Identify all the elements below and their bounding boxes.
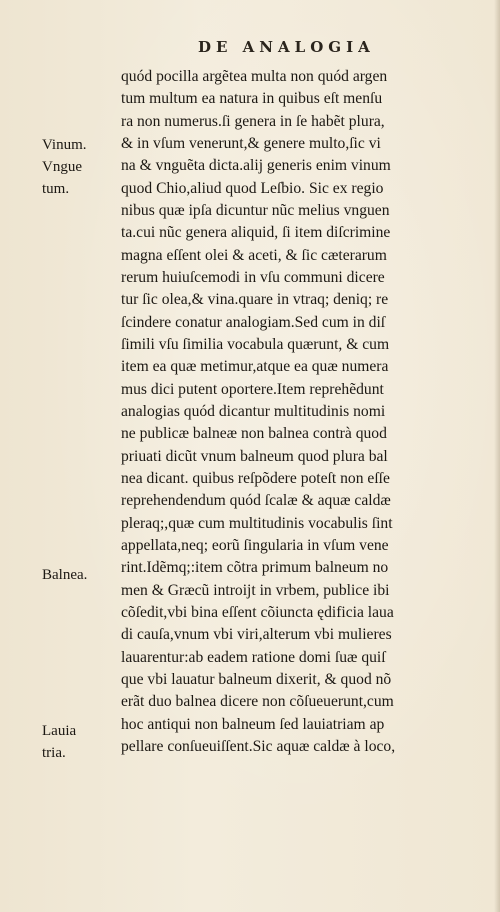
text-line: magna eſſent olei & aceti, & ſic cæterarum [121, 246, 387, 264]
text-line: na & vnguẽta dicta.alij generis enim vinum [121, 157, 391, 175]
text-line: erãt duo balnea dicere non cõſueuerunt,cum [121, 693, 394, 711]
text-line: mus dici putent oportere.Item reprehẽdunt [121, 380, 384, 398]
text-line: rerum huiuſcemodi in vſu communi dicere [121, 268, 385, 286]
text-line: que vbi lauatur balneum dixerit, & quod nõ [121, 670, 392, 688]
text-line: & in vſum venerunt,& genere multo,ſic vi [121, 134, 381, 152]
text-line: men & Græcũ introijt in vrbem, publice ibi [121, 581, 390, 599]
text-line: pleraq;,quæ cum multitudinis vocabulis ſint [121, 514, 393, 532]
text-line: nea dicant. quibus reſpõdere poteſt non eſſe [121, 469, 390, 487]
text-line: pellare conſueuiſſent.Sic aquæ caldæ à loco, [121, 737, 396, 755]
text-line: cõſedit,vbi bina eſſent cõiuncta ędificia laua [121, 603, 394, 621]
page-edge-shadow [494, 0, 500, 912]
text-line: ſimili vſu ſimilia vocabula quærunt, & cum [121, 335, 390, 353]
running-head: DE ANALOGIA [198, 38, 375, 56]
text-line: ra non numerus.ſi genera in ſe habẽt plura, [121, 112, 385, 130]
margin-note-vinum: Vinum. [42, 137, 87, 153]
text-line: di cauſa,vnum vbi viri,alterum vbi mulieres [121, 626, 392, 644]
text-line: appellata,neq; eorũ ſingularia in vſum vene [121, 536, 389, 554]
text-line: item ea quæ metimur,atque ea quæ numera [121, 358, 389, 376]
text-line: ſcindere conatur analogiam.Sed cum in diſ [121, 313, 386, 331]
text-line: nibus quæ ipſa dicuntur nũc melius vnguen [121, 201, 390, 219]
margin-note-vnguentum-1: Vngue [42, 159, 82, 175]
text-line: tur ſic olea,& vina.quare in vtraq; deniq; re [121, 291, 389, 309]
text-line: hoc antiqui non balneum ſed lauiatriam ap [121, 715, 385, 733]
text-line: reprehendendum quód ſcalæ & aquæ caldæ [121, 492, 391, 510]
text-line: ta.cui nũc genera aliquid, ſi item diſcrimine [121, 224, 391, 242]
margin-note-lauiatria-1: Lauia [42, 723, 77, 739]
text-line: tum multum ea natura in quibus eſt menſu [121, 90, 383, 108]
margin-note-balnea: Balnea. [42, 567, 88, 583]
margin-note-vnguentum-2: tum. [42, 181, 70, 197]
text-line: quod Chio,aliud quod Leſbio. Sic ex regio [121, 179, 384, 197]
text-line: rint.Idẽmq;:item cõtra primum balneum no [121, 559, 389, 577]
body-text [121, 66, 493, 758]
text-line: priuati dicũt vnum balneum quod plura bal [121, 447, 388, 465]
margin-note-lauiatria-2: tria. [42, 745, 66, 761]
text-line: lauarentur:ab eadem ratione domi ſuæ quiſ [121, 648, 386, 666]
text-line: analogias quód dicantur multitudinis nomi [121, 402, 386, 420]
text-line: quód pocilla argẽtea multa non quód argen [121, 68, 388, 85]
text-line: ne publicæ balneæ non balnea contrà quod [121, 425, 387, 443]
